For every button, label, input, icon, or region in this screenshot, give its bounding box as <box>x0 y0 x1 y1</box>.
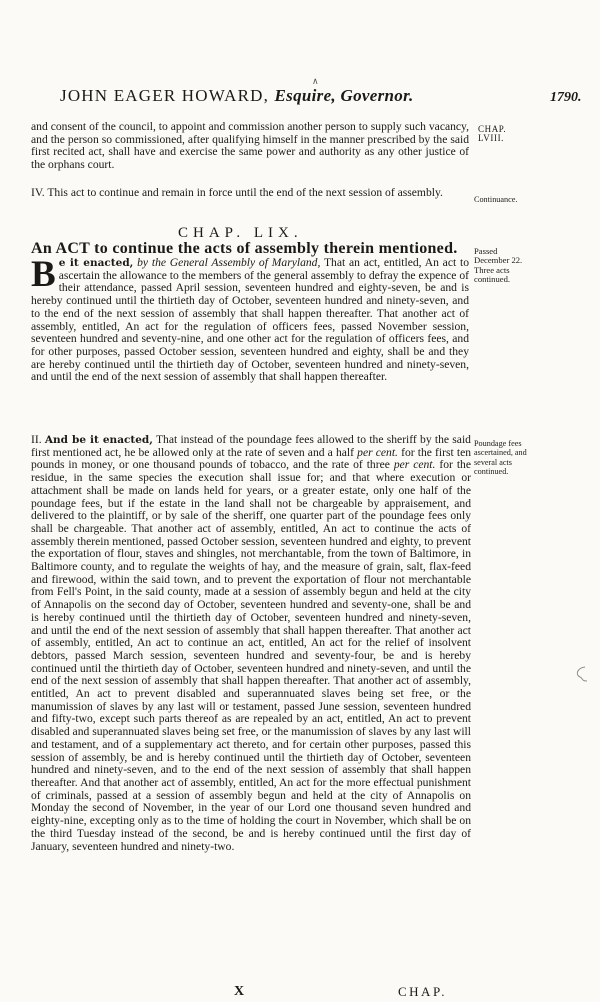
running-header <box>60 86 544 106</box>
section-ii-text-c: for the residue, in the same species the execution shall issue for; and that where execution or attachment shall be made on lands held for years, or a greater estate, only one half of the poundage fees, but if the estate in the land shall not be chargeable by appraisement, and delivered to the plaintiff, or by sale of the sheriff, one quarter part of the poundage fees only shall be chargeable. That another act of assembly, entitled, An act to continue the acts of assembly therein mentioned, passed October session, seventeen hundred and eighty, to prevent the exportation of flour, staves and shingles, not merchantable, from the town of Baltimore, in Baltimore county, and to regulate the weights of hay, and the measure of grain, salt, flax-feed and firewood, within the said town, and to prevent the exportation of flour not merchantable from Fell's Point, in the said county, made at a session of assembly begun and held at the city of Annapolis on the second day of October, seventeen hundred and seventy-one, shall be and is hereby continued until the thirtieth day of October, seventeen hundred and ninety-seven, and until the end of the next session of assembly that shall happen thereafter. That another act of assembly, entitled, An act to continue an act, entitled, An act for the relief of insolvent debtors, passed March session, seventeen hundred and seventy-four, be and is hereby continued until the thirtieth day of October, seventeen hundred and ninety-seven, and until the end of the next session of assembly that shall happen thereafter. That another act of assembly, entitled, An act to prevent disabled and superannuated slaves being set free, or the manumission of slaves by any last will or testament, passed June session, seventeen hundred and fifty-two, except such parts thereof as are repealed by an act, entitled, An act to prevent disabled and superannuated slaves being set free, or the manumission of slaves by any last will and testament, and of a supplementary act thereto, and for certain other purposes, passed this session of assembly, be and is hereby continued until the thirtieth day of October, seventeen hundred and ninety-seven, and to the end of the next session of assembly that shall happen thereafter. And that another act of assembly, entitled, An act for the more effectual punishment of criminals, passed at a session of assembly begun and held at the city of Annapolis on Monday the second of November, in the year of our Lord one thousand seven hundred and eighty-nine, excepting only as to the time of holding the court in November, which shall be on the third Tuesday instead of the second, be and is hereby continued until the first day of January, seventeen hundred and ninety-two. <box>31 458 471 853</box>
enacting-authority: by the General Assembly of Maryland, <box>137 256 321 269</box>
side-note-chap-lviii: CHAP. LVIII. <box>478 124 507 144</box>
paragraph-section-ii <box>31 434 471 853</box>
paragraph-section-iv: IV. This act to continue and remain in force until the end of the next session of assembly. <box>31 186 443 199</box>
enacting-words: e it enacted, <box>58 257 134 269</box>
paragraph-continued: and consent of the council, to appoint and commission another person to supply such vacancy, and the person so commissioned, after qualifying himself in the manner prescribed by the said first recited act, shall have and exercise the same power and authority as any other justice of the orphans court. <box>31 120 469 172</box>
per-cent-2: per cent. <box>393 458 436 472</box>
catchword: CHAP. <box>398 984 447 999</box>
printer-mark: ∧ <box>312 76 319 86</box>
header-name: JOHN EAGER HOWARD, <box>60 86 270 105</box>
side-note-poundage: Poundage fees ascertained, and several acts continued. <box>474 439 527 477</box>
per-cent-1: per cent. <box>357 445 398 459</box>
header-year: 1790. <box>550 90 582 105</box>
act-title: An ACT to continue the acts of assembly therein mentioned. <box>31 240 458 257</box>
side-note-passed: Passed December 22. Three acts continued. <box>474 246 523 285</box>
pencil-mark-icon <box>571 665 591 683</box>
drop-capital: B <box>31 254 56 295</box>
enacting-words-ii: And be it enacted, <box>44 434 153 446</box>
section-i-text: That an act, entitled, An act to ascertain the allowance to the members of the general assembly to defray the expence of their attendance, passed April session, seventeen hundred and eighty-seven, be and is hereby continued until the thirtieth day of October, seventeen hundred and ninety-seven, and to the end of the next session of assembly that shall happen thereafter. That another act of assembly, entitled, An act for the regulation of officers fees, passed November session, seventeen hundred and seventy-nine, and one other act for the regulation of officers fees, and for other purposes, passed October session, seventeen hundred and eighty, shall be and they are hereby continued until the thirtieth day of October, seventeen hundred and ninety-seven, and until the end of the next session of assembly that shall happen thereafter. <box>31 256 469 384</box>
chapter-heading: CHAP. LIX. <box>178 225 303 241</box>
side-note-continuance: Continuance. <box>474 195 518 204</box>
section-number: II. <box>31 433 42 446</box>
header-title: Esquire, Governor. <box>274 86 414 105</box>
paragraph-section-i <box>31 254 469 384</box>
signature-mark: X <box>234 984 245 999</box>
section-ii-text-a: That instead of the poundage fees allowed to the sheriff by the said first mentioned act, he be allowed only at the rate of seven and a half <box>31 433 471 459</box>
section-ii-text-b: for the first ten pounds in money, or one thousand pounds of tobacco, and the rate of three <box>31 445 472 472</box>
